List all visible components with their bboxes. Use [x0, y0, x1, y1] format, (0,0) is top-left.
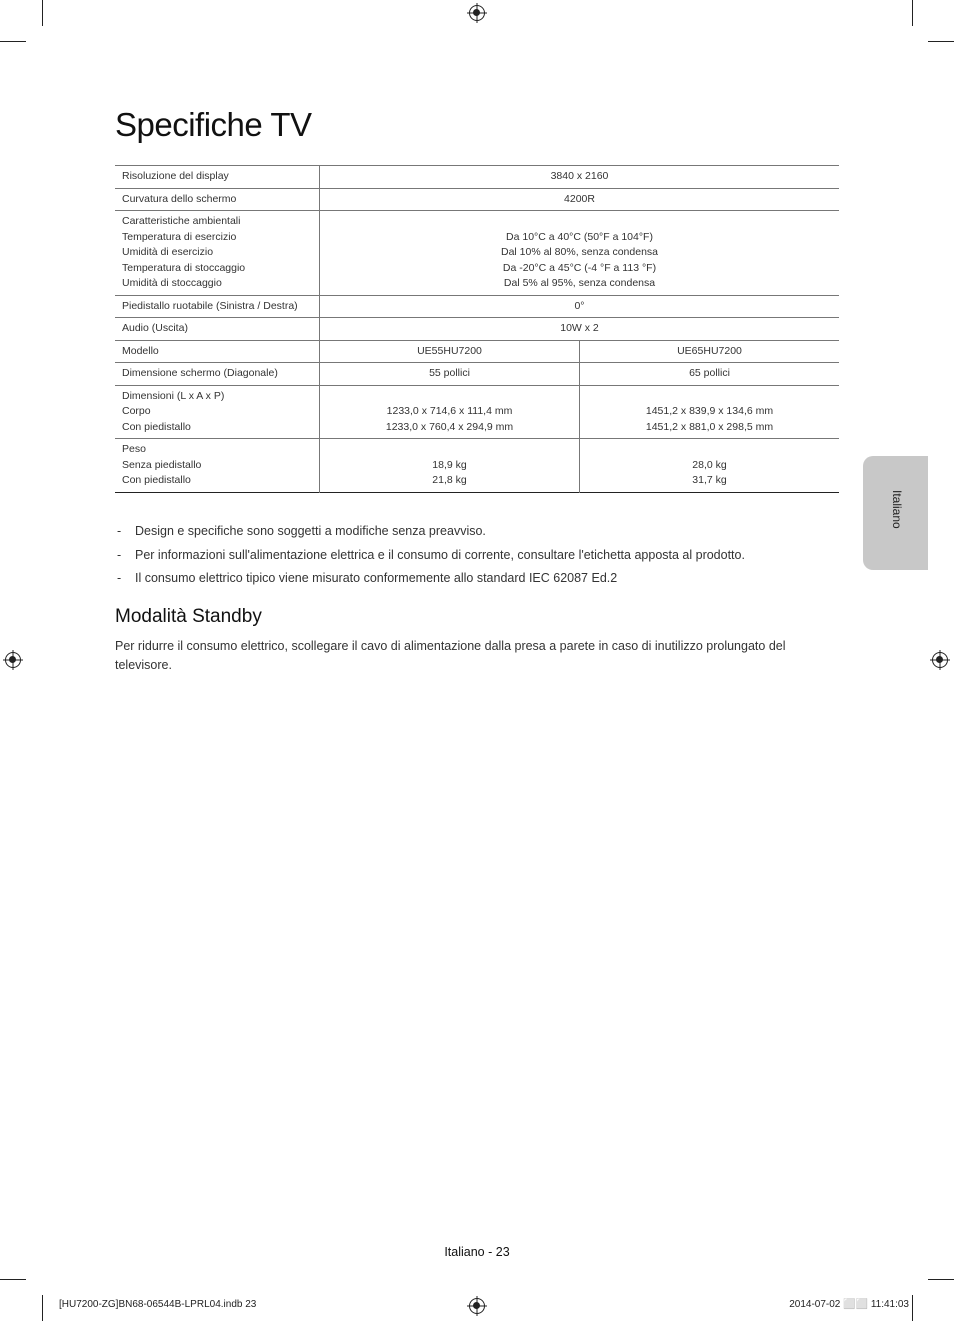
spec-cell-line: Dimensioni (L x A x P) — [122, 389, 225, 402]
note-text: Il consumo elettrico tipico viene misurato conformemente allo standard IEC 62087 Ed.2 — [135, 571, 618, 585]
table-row — [115, 385, 839, 439]
registration-mark-icon — [5, 652, 21, 668]
spec-cell-line: 1233,0 x 714,6 x 111,4 mm — [386, 405, 513, 417]
table-row — [115, 166, 839, 189]
spec-value — [580, 363, 840, 386]
registration-mark-icon — [932, 652, 948, 668]
spec-value — [320, 188, 840, 211]
crop-mark — [42, 0, 43, 26]
spec-cell-line: 4200R — [564, 192, 595, 205]
spec-value — [320, 318, 840, 341]
note-item — [115, 569, 815, 593]
spec-cell-line: 21,8 kg — [432, 474, 467, 486]
spec-label — [115, 439, 320, 493]
spec-cell-line: Con piedistallo — [122, 420, 191, 433]
notes-list — [115, 522, 815, 593]
spec-value — [320, 385, 580, 439]
spec-cell-line: Corpo — [122, 405, 151, 417]
spec-cell-line: Da -20°C a 45°C (-4 °F a 113 °F) — [502, 261, 657, 274]
spec-value — [320, 363, 580, 386]
crop-mark — [928, 1279, 954, 1280]
table-row — [115, 188, 839, 211]
table-row — [115, 318, 839, 341]
spec-value — [580, 439, 840, 493]
table-row — [115, 211, 839, 296]
spec-label — [115, 363, 320, 386]
spec-cell-line: UE55HU7200 — [417, 344, 482, 357]
language-side-tab — [863, 456, 928, 570]
spec-cell-line: Da 10°C a 40°C (50°F a 104°F) — [506, 230, 653, 243]
spec-label — [115, 188, 320, 211]
spec-value — [320, 340, 580, 363]
table-row — [115, 295, 839, 318]
spec-cell-line: 28,0 kg — [692, 458, 727, 471]
spec-cell-line: Modello — [122, 344, 159, 357]
spec-cell-line: Piedistallo ruotabile (Sinistra / Destra) — [122, 299, 298, 312]
note-text: Design e specifiche sono soggetti a modifiche senza preavviso. — [135, 524, 486, 538]
standby-text: Per ridurre il consumo elettrico, scollegare il cavo di alimentazione dalla presa a parete in caso di inutilizzo prolungato del televisore. — [115, 639, 786, 672]
table-row — [115, 363, 839, 386]
print-slug-file: [HU7200-ZG]BN68-06544B-LPRL04.indb 23 — [59, 1299, 257, 1310]
crop-mark — [912, 1295, 913, 1321]
spec-cell-line: 10W x 2 — [560, 322, 599, 334]
spec-cell-line: Risoluzione del display — [122, 170, 229, 182]
spec-cell-line: Dal 10% al 80%, senza condensa — [500, 246, 659, 258]
spec-value — [320, 295, 840, 318]
spec-value — [320, 211, 840, 296]
spec-cell-line: Temperatura di stoccaggio — [122, 261, 246, 274]
spec-cell-line: Curvatura dello schermo — [122, 192, 237, 205]
spec-label — [115, 211, 320, 296]
standby-title: Modalità Standby — [115, 606, 262, 627]
spec-value — [580, 340, 840, 363]
note-bullet: - — [117, 547, 122, 562]
spec-cell-line: 18,9 kg — [432, 458, 467, 471]
table-row — [115, 340, 839, 363]
spec-value — [320, 439, 580, 493]
spec-cell-line: 0° — [574, 299, 585, 312]
spec-cell-line: UE65HU7200 — [677, 344, 742, 357]
print-slug-date: 2014-07-02 ⬜⬜ 11:41:03 — [789, 1299, 909, 1310]
spec-label — [115, 318, 320, 341]
spec-cell-line: 31,7 kg — [692, 474, 727, 486]
crop-mark — [928, 41, 954, 42]
spec-value — [320, 166, 840, 189]
note-item — [115, 522, 815, 546]
spec-table — [115, 165, 839, 493]
spec-cell-line: Dimensione schermo (Diagonale) — [122, 367, 278, 379]
spec-value — [580, 385, 840, 439]
crop-mark — [912, 0, 913, 26]
spec-label — [115, 295, 320, 318]
spec-cell-line: 1233,0 x 760,4 x 294,9 mm — [385, 420, 514, 433]
page-number: Italiano - 23 — [444, 1245, 510, 1259]
spec-cell-line: Dal 5% al 95%, senza condensa — [503, 277, 656, 289]
spec-cell-line: 1451,2 x 881,0 x 298,5 mm — [645, 420, 774, 433]
spec-cell-line: Temperatura di esercizio — [122, 230, 237, 243]
spec-cell-line: Audio (Uscita) — [122, 322, 188, 334]
spec-cell-line: Senza piedistallo — [122, 458, 202, 471]
spec-cell-line: Umidità di esercizio — [122, 246, 214, 258]
spec-cell-line: 3840 x 2160 — [550, 170, 609, 182]
registration-mark-icon — [469, 1298, 485, 1314]
spec-table-body — [115, 166, 839, 493]
crop-mark — [0, 1279, 26, 1280]
spec-cell-line: 1451,2 x 839,9 x 134,6 mm — [645, 405, 774, 417]
crop-mark — [42, 1295, 43, 1321]
spec-cell-line: Caratteristiche ambientali — [122, 215, 241, 227]
note-text: Per informazioni sull'alimentazione elettrica e il consumo di corrente, consultare l'etichetta apposta al prodotto. — [135, 547, 745, 562]
crop-mark — [0, 41, 26, 42]
registration-mark-icon — [469, 5, 485, 21]
note-bullet: - — [117, 571, 122, 585]
spec-cell-line: Umidità di stoccaggio — [122, 277, 222, 289]
spec-label — [115, 166, 320, 189]
spec-cell-line: 65 pollici — [689, 367, 730, 379]
page-title: Specifiche TV — [115, 106, 312, 143]
spec-cell-line: 55 pollici — [429, 367, 470, 379]
note-bullet: - — [117, 524, 122, 538]
spec-cell-line: Peso — [122, 443, 146, 455]
spec-cell-line: Con piedistallo — [122, 474, 191, 486]
side-tab-label: Italiano — [890, 490, 904, 529]
spec-label — [115, 385, 320, 439]
note-item — [115, 546, 815, 570]
spec-label — [115, 340, 320, 363]
table-row — [115, 439, 839, 493]
